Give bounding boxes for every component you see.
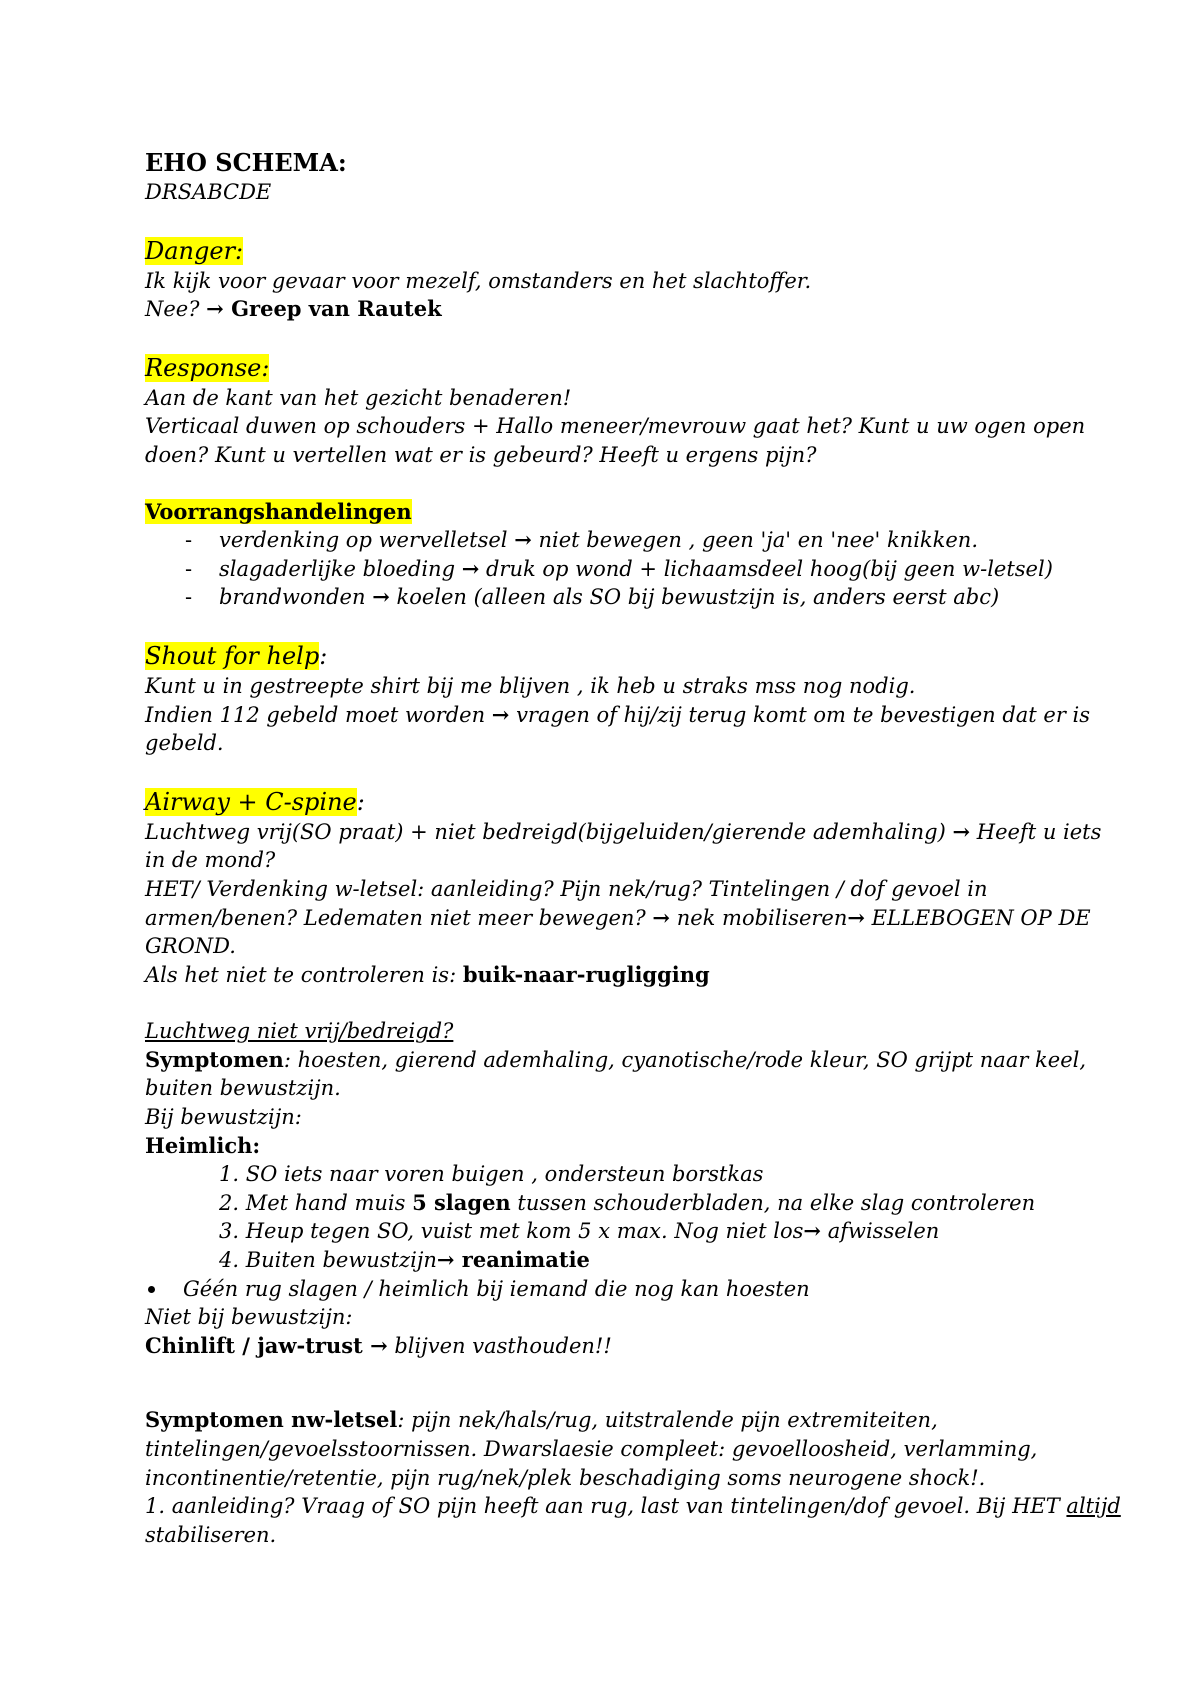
arrow-icon: → — [461, 555, 480, 581]
airway-line-1: Luchtweg vrij(SO praat) + niet bedreigd(bijgeluiden/gierende ademhaling) → Heeft u iets — [145, 818, 1102, 844]
response-line-2: Verticaal duwen op schouders + Hallo meneer/mevrouw gaat het? Kunt u uw ogen open — [145, 414, 1086, 439]
shout-line-3: gebeld. — [145, 731, 224, 756]
heimlich-heading: Heimlich: — [145, 1132, 261, 1158]
document-page — [145, 148, 1121, 1549]
voorrang-list — [145, 526, 1085, 612]
response-line-1: Aan de kant van het gezicht benaderen! — [145, 385, 572, 410]
luchtweg-symptoms: Symptomen: hoesten, gierend ademhaling, cyanotische/rode kleur, SO grijpt naar keel, — [145, 1046, 1087, 1072]
list-item: 2. Met hand muis 5 slagen tussen schouderbladen, na elke slag controleren — [219, 1189, 1036, 1215]
danger-heading: Danger: — [145, 236, 244, 265]
heimlich-steps — [145, 1160, 1085, 1274]
arrow-icon: → — [652, 904, 671, 930]
arrow-icon: → — [206, 296, 224, 322]
nw-line-3: incontinentie/retentie, pijn rug/nek/plek beschadiging soms neurogene shock!. — [145, 1465, 986, 1490]
airway-heading: Airway + C-spine: — [145, 787, 365, 816]
document-title: EHO SCHEMA: — [145, 148, 347, 177]
response-line-3: doen? Kunt u vertellen wat er is gebeurd? Heeft u ergens pijn? — [145, 442, 817, 467]
niet-bij-bewustzijn: Niet bij bewustzijn: — [145, 1305, 353, 1330]
nw-line-5: stabiliseren. — [145, 1522, 277, 1547]
danger-line-2: Nee? → Greep van Rautek — [145, 296, 442, 322]
response-heading: Response: — [145, 353, 270, 382]
luchtweg-symptoms-line-2: buiten bewustzijn. — [145, 1076, 341, 1101]
bij-bewustzijn: Bij bewustzijn: — [145, 1105, 302, 1130]
airway-line-3: HET/ Verdenking w-letsel: aanleiding? Pijn nek/rug? Tintelingen / dof gevoel in — [145, 876, 988, 901]
arrow-icon: → — [370, 1332, 388, 1358]
arrow-icon: → — [491, 701, 510, 727]
voorrang-heading: Voorrangshandelingen — [145, 498, 412, 524]
list-item: - brandwonden → koelen (alleen als SO bij bewustzijn is, anders eerst abc) — [185, 584, 1000, 610]
nw-line-2: tintelingen/gevoelsstoornissen. Dwarslaesie compleet: gevoelloosheid, verlamming, — [145, 1437, 1038, 1461]
shout-heading: Shout for help: — [145, 641, 328, 670]
document-subtitle: DRSABCDE — [145, 180, 272, 204]
shout-line-1: Kunt u in gestreepte shirt bij me blijven , ik heb u straks mss nog nodig. — [145, 673, 916, 698]
nw-line-1: Symptomen nw-letsel: pijn nek/hals/rug, uitstralende pijn extremiteiten, — [145, 1407, 938, 1433]
airway-line-4: armen/benen? Ledematen niet meer bewegen? → nek mobiliseren→ ELLEBOGEN OP DE — [145, 904, 1091, 930]
airway-line-6: Als het niet te controleren is: buik-naar-rugligging — [145, 961, 710, 987]
nw-line-4: 1. aanleiding? Vraag of SO pijn heeft aan rug, last van tintelingen/dof gevoel. Bij HET altijd — [145, 1494, 1121, 1519]
airway-line-5: GROND. — [145, 934, 236, 959]
arrow-icon: → — [803, 1218, 822, 1244]
bullet-item: Géén rug slagen / heimlich bij iemand die nog kan hoesten — [145, 1275, 1085, 1304]
arrow-icon: → — [847, 904, 865, 930]
list-item: - verdenking op wervelletsel → niet bewegen , geen 'ja' en 'nee' knikken. — [185, 527, 978, 553]
airway-line-2: in de mond? — [145, 848, 276, 873]
arrow-icon: → — [436, 1247, 455, 1273]
luchtweg-heading: Luchtweg niet vrij/bedreigd? — [145, 1019, 454, 1044]
list-item: 4. Buiten bewustzijn→ reanimatie — [219, 1247, 590, 1273]
list-item: 3. Heup tegen SO, vuist met kom 5 x max. Nog niet los→ afwisselen — [219, 1218, 940, 1244]
shout-line-2: Indien 112 gebeld moet worden → vragen of hij/zij terug komt om te bevestigen dat er is — [145, 701, 1091, 727]
arrow-icon: → — [514, 527, 532, 553]
arrow-icon: → — [952, 818, 971, 844]
chinlift-line: Chinlift / jaw-trust → blijven vasthouden!! — [145, 1332, 612, 1358]
arrow-icon: → — [372, 584, 390, 610]
bullet-dot-icon — [148, 1286, 155, 1293]
danger-line-1: Ik kijk voor gevaar voor mezelf, omstanders en het slachtoffer. — [145, 268, 812, 293]
list-item: - slagaderlijke bloeding → druk op wond + lichaamsdeel hoog(bij geen w-letsel) — [185, 555, 1053, 581]
list-item: 1. SO iets naar voren buigen , ondersteun borstkas — [219, 1162, 764, 1187]
